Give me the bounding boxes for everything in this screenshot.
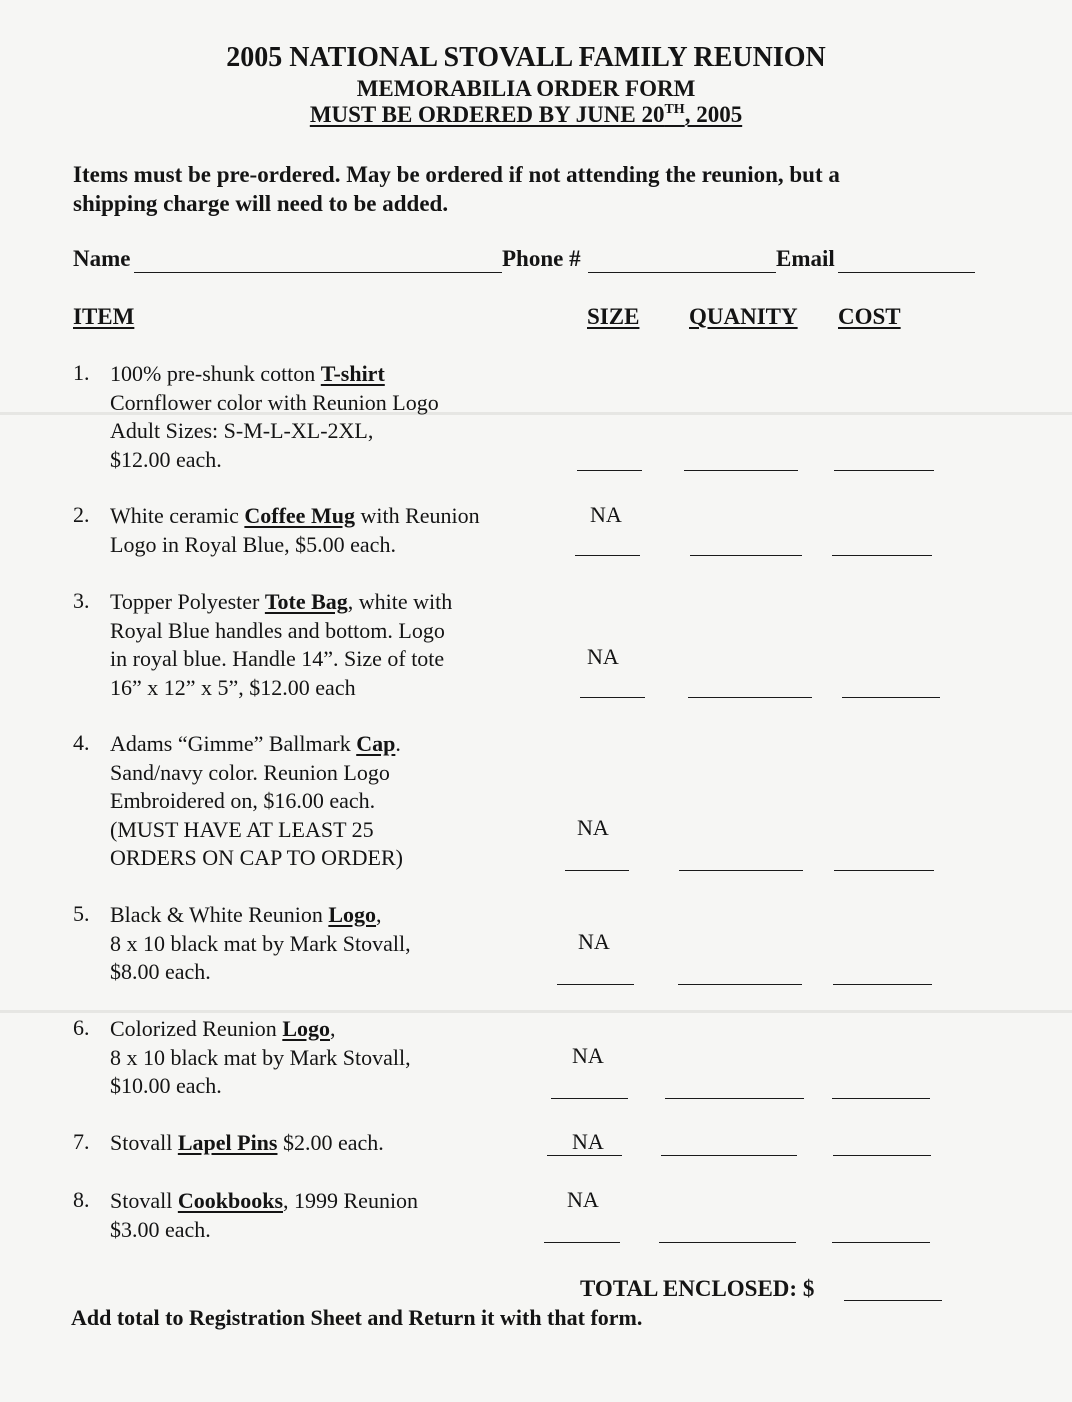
item-description-line	[110, 588, 452, 617]
item-number: 5.	[73, 901, 90, 926]
item-quantity-field[interactable]	[688, 697, 812, 698]
item-cost-field[interactable]	[834, 870, 934, 871]
item-text: $10.00 each.	[110, 1073, 222, 1098]
item-description	[110, 588, 452, 702]
item-description	[110, 502, 480, 559]
item-text: 8 x 10 black mat by Mark Stovall,	[110, 930, 411, 956]
item-text: ,	[376, 902, 382, 927]
item-text: $3.00 each.	[110, 1216, 211, 1242]
item-text: 100% pre-shunk cotton	[110, 361, 321, 386]
item-text: Adult Sizes: S-M-L-XL-2XL,	[110, 418, 374, 443]
phone-field[interactable]	[588, 272, 776, 273]
deadline-superscript: TH	[664, 102, 685, 117]
intro-line-2: shipping charge will need to be added.	[73, 191, 449, 216]
item-description	[110, 1015, 411, 1101]
item-quantity-field[interactable]	[690, 555, 802, 556]
item-description-line	[110, 930, 411, 959]
item-description-line	[110, 446, 439, 475]
item-quantity-field[interactable]	[661, 1155, 797, 1156]
item-product-name: T-shirt	[320, 361, 385, 386]
total-enclosed-field[interactable]	[844, 1300, 942, 1301]
item-size-field[interactable]	[565, 870, 629, 871]
item-quantity-field[interactable]	[684, 470, 798, 471]
item-description-line	[110, 502, 480, 531]
item-number: 8.	[73, 1187, 90, 1212]
item-description-line	[110, 674, 452, 703]
item-cost-field[interactable]	[833, 984, 932, 985]
column-header-quantity: QUANITY	[689, 304, 798, 329]
item-number: 2.	[73, 502, 90, 527]
item-text: $2.00 each.	[277, 1130, 384, 1155]
item-text: , 1999 Reunion	[283, 1188, 419, 1213]
total-enclosed-label: TOTAL ENCLOSED: $	[580, 1276, 815, 1301]
item-quantity-field[interactable]	[665, 1098, 804, 1099]
item-description-line	[110, 816, 403, 845]
item-text: 8 x 10 black mat by Mark Stovall,	[110, 1044, 411, 1070]
item-text: Colorized Reunion	[110, 1016, 283, 1041]
item-cost-field[interactable]	[832, 1242, 930, 1243]
item-size-field[interactable]	[557, 984, 634, 985]
item-description-line	[110, 1216, 418, 1245]
item-text: Adams “Gimme” Ballmark	[110, 731, 357, 756]
item-text: in royal blue. Handle 14”. Size of tote	[110, 646, 445, 671]
item-text: White ceramic	[110, 503, 245, 528]
item-description-line	[110, 1044, 411, 1073]
email-field[interactable]	[838, 272, 975, 273]
item-text: Cornflower color with Reunion Logo	[110, 389, 439, 415]
item-description-line	[110, 360, 439, 389]
item-size-field[interactable]	[580, 697, 645, 698]
item-description-line	[110, 730, 403, 759]
form-subtitle: MEMORABILIA ORDER FORM	[356, 76, 696, 101]
item-product-name: Logo	[328, 902, 377, 927]
item-size-value: NA	[578, 929, 610, 954]
item-description	[110, 730, 403, 873]
item-size-field[interactable]	[577, 470, 642, 471]
item-description	[110, 360, 439, 474]
item-text: Embroidered on, $16.00 each.	[110, 788, 376, 813]
item-number: 3.	[73, 588, 90, 613]
item-text: Stovall	[110, 1188, 178, 1213]
item-product-name: Lapel Pins	[177, 1130, 278, 1155]
item-description	[110, 1187, 418, 1244]
item-text: , white with	[347, 589, 453, 614]
item-product-name: Coffee Mug	[244, 503, 355, 528]
item-size-field[interactable]	[544, 1242, 620, 1243]
item-text: Sand/navy color. Reunion Logo	[110, 759, 390, 785]
item-text: Topper Polyester	[110, 589, 265, 614]
item-text: ,	[330, 1016, 336, 1041]
item-cost-field[interactable]	[832, 1098, 930, 1099]
item-description-line	[110, 1129, 384, 1158]
item-text: ORDERS ON CAP TO ORDER)	[110, 845, 403, 870]
item-product-name: Logo	[282, 1016, 330, 1041]
item-size-value: NA	[567, 1187, 599, 1212]
item-cost-field[interactable]	[842, 697, 940, 698]
column-header-item: ITEM	[73, 304, 135, 329]
item-description-line	[110, 759, 403, 788]
item-quantity-field[interactable]	[679, 870, 803, 871]
item-text: Black & White Reunion	[110, 902, 329, 927]
item-size-value: NA	[572, 1043, 604, 1068]
item-size-field[interactable]	[547, 1155, 622, 1156]
name-label: Name	[73, 246, 131, 271]
item-size-value: NA	[587, 644, 619, 669]
item-description-line	[110, 417, 439, 446]
item-description-line	[110, 844, 403, 873]
item-number: 6.	[73, 1015, 90, 1040]
item-description-line	[110, 1015, 411, 1044]
intro-text	[73, 160, 840, 218]
order-deadline	[0, 102, 1052, 128]
item-text: with Reunion	[354, 503, 480, 528]
email-label: Email	[776, 246, 835, 271]
item-description-line	[110, 787, 403, 816]
column-header-size: SIZE	[587, 304, 640, 329]
item-text: .	[395, 731, 401, 756]
item-size-value: NA	[577, 815, 609, 840]
item-text: Royal Blue handles and bottom. Logo	[110, 617, 445, 643]
item-number: 7.	[73, 1129, 90, 1154]
item-description-line	[110, 958, 411, 987]
item-description-line	[110, 531, 480, 560]
item-description-line	[110, 645, 452, 674]
item-cost-field[interactable]	[834, 470, 934, 471]
item-product-name: Tote Bag	[264, 589, 348, 614]
item-description-line	[110, 617, 452, 646]
footer-instruction: Add total to Registration Sheet and Return it with that form.	[71, 1305, 643, 1330]
item-text: Stovall	[110, 1130, 178, 1155]
item-size-field[interactable]	[551, 1098, 628, 1099]
item-description-line	[110, 389, 439, 418]
deadline-suffix: , 2005	[684, 102, 743, 127]
form-title: 2005 NATIONAL STOVALL FAMILY REUNION	[226, 42, 826, 73]
item-description-line	[110, 1187, 418, 1216]
item-description-line	[110, 901, 411, 930]
item-size-value: NA	[590, 502, 622, 527]
item-size-value: NA	[572, 1129, 604, 1154]
name-field[interactable]	[134, 272, 502, 273]
item-text: 16” x 12” x 5”, $12.00 each	[110, 674, 356, 700]
item-cost-field[interactable]	[832, 555, 932, 556]
paper-fold-bottom	[0, 1010, 1072, 1013]
item-size-field[interactable]	[575, 555, 640, 556]
item-quantity-field[interactable]	[678, 984, 802, 985]
item-description	[110, 1129, 384, 1158]
item-text: Logo in Royal Blue, $5.00 each.	[110, 531, 396, 557]
intro-line-1: Items must be pre-ordered. May be ordered if not attending the reunion, but a	[73, 162, 840, 187]
item-text: (MUST HAVE AT LEAST 25	[110, 816, 374, 842]
phone-label: Phone #	[502, 246, 581, 271]
deadline-prefix: MUST BE ORDERED BY JUNE 20	[309, 102, 665, 127]
item-cost-field[interactable]	[833, 1155, 931, 1156]
item-text: $12.00 each.	[110, 446, 222, 472]
item-description-line	[110, 1072, 411, 1101]
column-header-cost: COST	[838, 304, 901, 329]
item-product-name: Cookbooks	[177, 1188, 283, 1213]
item-number: 1.	[73, 360, 90, 385]
item-description	[110, 901, 411, 987]
item-product-name: Cap	[356, 731, 396, 756]
item-text: $8.00 each.	[110, 959, 211, 984]
item-quantity-field[interactable]	[659, 1242, 796, 1243]
item-number: 4.	[73, 730, 90, 755]
